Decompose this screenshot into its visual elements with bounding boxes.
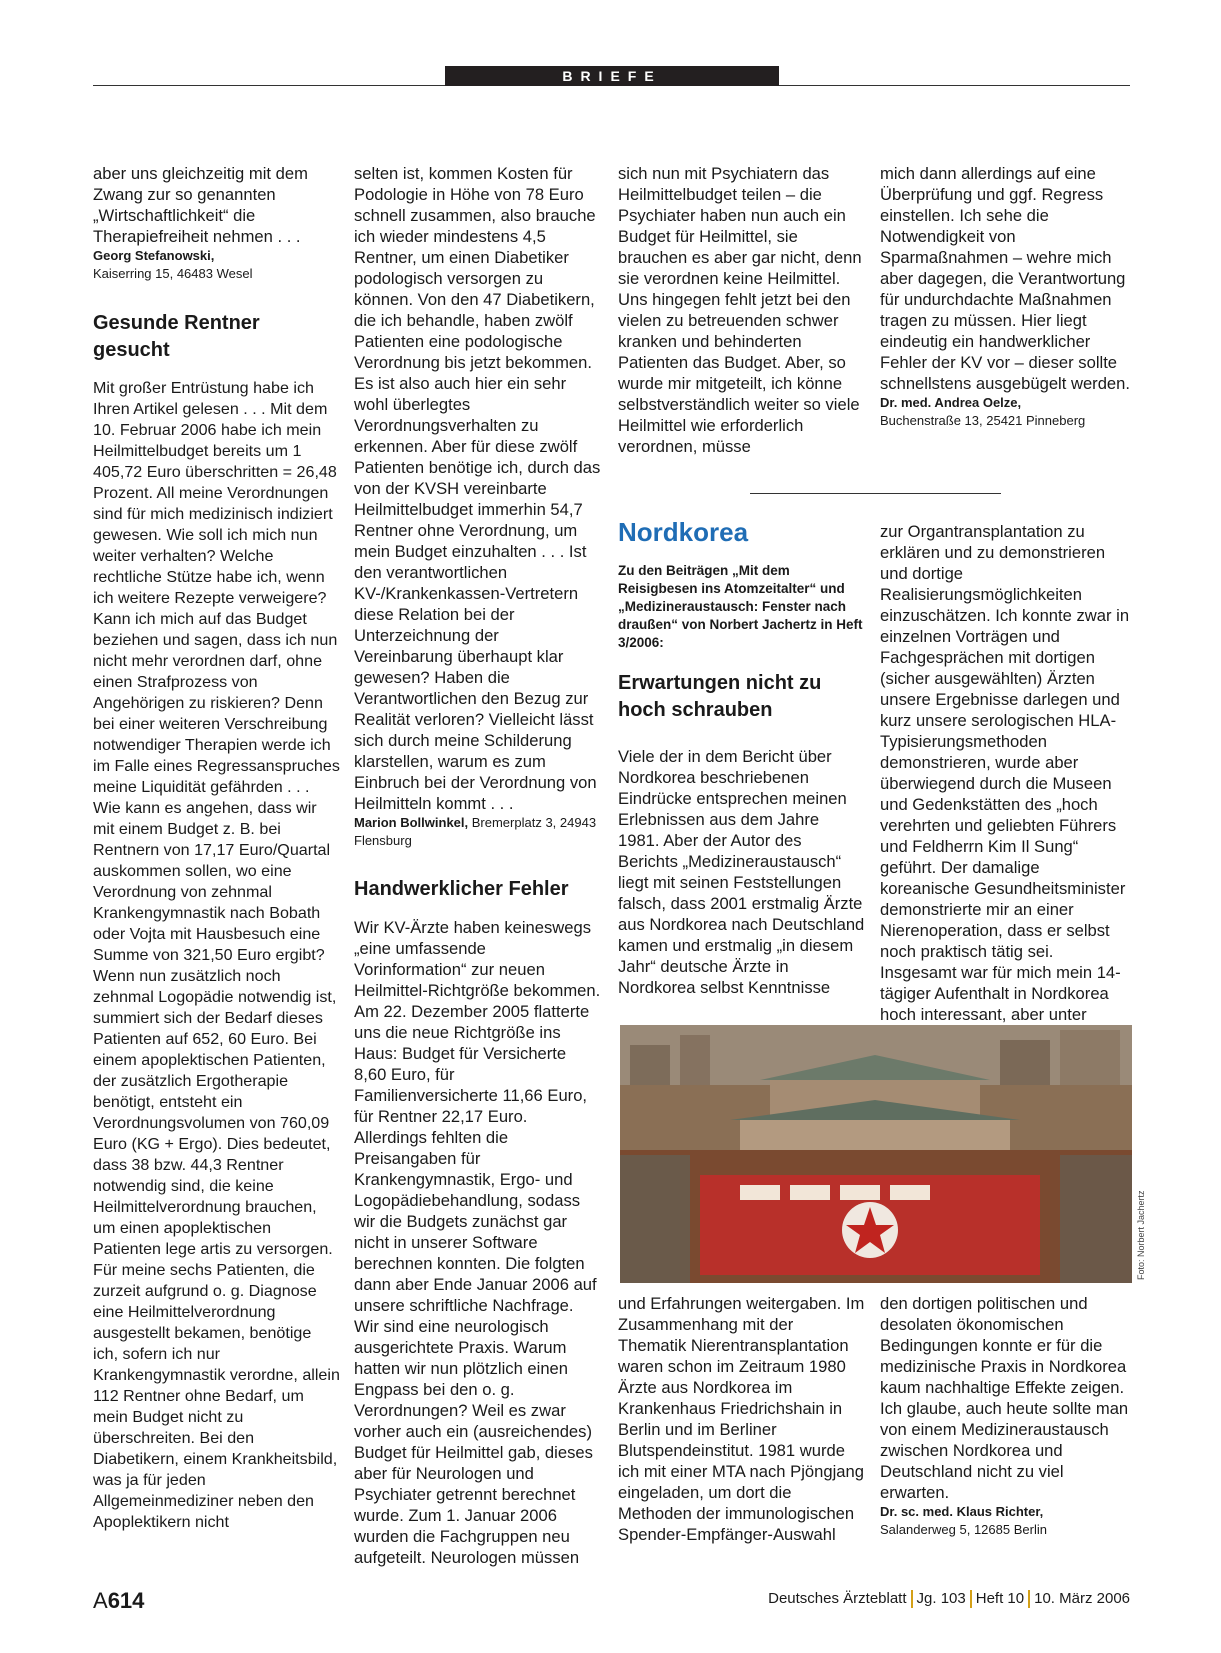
column-2 — [354, 163, 601, 1568]
address: Bremerplatz 3, 24943 Flensburg — [354, 815, 597, 848]
column-1 — [93, 163, 340, 1533]
nordkorea-left — [618, 516, 865, 998]
column-3 — [618, 163, 865, 457]
city-illustration — [620, 1025, 1132, 1283]
address: Salanderweg 5, 12685 Berlin — [880, 1522, 1047, 1537]
letter-body: Mit großer Entrüstung habe ich Ihren Artikel gelesen . . . Mit dem 10. Februar 2006 habe ich mein Heilmittelbudget bereits um 1 405,72 Euro überschritten = 26,48 Prozent. All meine Verordnungen sind für mich medizinisch indiziert gewesen. Wie soll ich mich nun weiter verhalten? Welche rechtliche Stütze habe ich, wenn ich weitere Rezepte verweigere? Kann ich mich auf das Budget beziehen und sagen, dass ich nun nicht mehr verordnen darf, ohne einen Strafprozess von Angehörigen zu riskieren? Denn bei einer weiteren Verschreibung notwendiger Therapien werde ich im Falle eines Regressanspruches meine Liquidität gefährden . . . Wie kann es angehen, dass wir mit einem Budget z. B. bei Rentnern von 17,17 Euro/Quartal auskommen sollen, wo eine Verordnung von zehnmal Krankengymnastik nach Bobath oder Vojta mit Hausbesuch eine Summe von 321,50 Euro ergibt? Wenn nun zusätzlich noch zehnmal Logopädie notwendig ist, summiert sich der Bedarf dieses Patienten auf 652, 60 Euro. Bei einem apoplektischen Patienten, der zusätzlich Ergotherapie benötigt, entsteht ein Verordnungsvolumen von 760,09 Euro (KG + Ergo). Dies bedeutet, dass 38 bzw. 44,3 Rentner notwendig sind, die keine Heilmittelverordnung brauchen, um einen apoplektischen Patienten lege artis zu versorgen. Für meine sechs Patienten, die zurzeit aufgrund o. g. Diagnose eine Heilmittelverordnung ausgestellt bekamen, benötige ich, sofern ich nur Krankengymnastik verordne, allein 112 Rentner ohne Bedarf, um mein Budget nicht zu überschreiten. Bei den Diabetikern, einem Krankheitsbild, was ja für jeden Allgemeinmediziner neben den Apoplektikern nicht — [93, 379, 340, 1531]
section-label: BRIEFE — [445, 66, 779, 86]
nordkorea-bottom-right — [880, 1293, 1130, 1539]
signature: Dr. med. Andrea Oelze, — [880, 395, 1022, 410]
letter-body: Viele der in dem Bericht über Nordkorea beschriebenen Eindrücke entsprechen meinen Erlebnissen aus dem Jahre 1981. Aber der Autor des Berichts „Medizineraustausch“ liegt mit seinen Feststellungen falsch, dass 2001 erstmalig Ärzte aus Nordkorea nach Deutschland kamen und erstmalig „in diesem Jahr“ deutsche Ärzte in Nordkorea selbst Kenntnisse — [618, 747, 865, 997]
column-4 — [880, 163, 1130, 430]
nordkorea-right — [880, 521, 1130, 1025]
section-divider — [750, 493, 1001, 494]
letter-body: zur Organtransplantation zu erklären und zu demonstrieren und dortige Realisierungsmöglichkeiten einzuschätzen. Ich konnte zwar in einzelnen Vorträgen und Fachgesprächen mit dortigen (sicher ausgewählten) Ärzten unsere Ergebnisse darlegen und kurz unsere serologischen HLA-Typisierungsmethoden demonstrieren, wurde aber überwiegend durch die Museen und Gedenkstätten des „hoch verehrten und geliebten Führers und Feldherrn Kim Il Sung“ geführt. Der damalige koreanische Gesundheitsminister demonstrierte mir an einer Nierenoperation, dass er selbst noch praktisch tätig sei. Insgesamt war für mich mein 14-tägiger Aufenthalt in Nordkorea hoch interessant, aber unter — [880, 522, 1130, 1024]
issue: Heft 10 — [975, 1590, 1025, 1607]
footer-divider — [1028, 1590, 1030, 1608]
page-number-value: 614 — [107, 1588, 145, 1613]
section-title: Nordkorea — [618, 517, 749, 547]
letter-heading: Gesunde Rentner gesucht — [93, 312, 260, 361]
footer-divider — [911, 1590, 913, 1608]
letter-body: und Erfahrungen weitergaben. Im Zusammenhang mit der Thematik Nierentransplantation waren schon im Zeitraum 1980 Ärzte aus Nordkorea im Krankenhaus Friedrichshain in Berlin und im Berliner Blutspendeinstitut. 1981 wurde ich mit einer MTA nach Pjöngjang eingeladen, um dort die Methoden der immunologischen Spender-Empfänger-Auswahl — [618, 1294, 865, 1544]
journal-footer — [768, 1590, 1130, 1608]
letter-body: Wir KV-Ärzte haben keineswegs „eine umfassende Vorinformation“ zur neuen Heilmittel-Richtgröße bekommen. Am 22. Dezember 2005 flatterte uns die neue Richtgröße ins Haus: Budget für Versicherte 8,60 Euro, für Familienversicherte 11,66 Euro, für Rentner 22,17 Euro. Allerdings fehlten die Preisangaben für Krankengymnastik, Ergo- und Logopädiebehandlung, sodass wir die Budgets zunächst gar nicht in unserer Software berechnen konnten. Die folgten dann aber Ende Januar 2006 auf unsere schriftliche Nachfrage. Wir sind eine neurologisch ausgerichtete Praxis. Warum hatten wir nun plötzlich einen Engpass bei den o. g. Verordnungen? Weil es zwar vorher auch ein (ausreichendes) Budget für Heilmittel gab, dieses aber für Neurologen und Psychiater getrennt berechnet wurde. Zum 1. Januar 2006 wurden die Fachgruppen neu aufgeteilt. Neurologen müssen — [354, 918, 601, 1567]
letter-body: selten ist, kommen Kosten für Podologie in Höhe von 78 Euro schnell zusammen, also brauche ich wieder mindestens 4,5 Rentner, um einen Diabetiker podologisch versorgen zu können. Von den 47 Diabetikern, die ich behandle, haben zwölf Patienten eine podologische Verordnung bis jetzt bekommen. Es ist also auch hier ein sehr wohl überlegtes Verordnungsverhalten zu erkennen. Aber für diese zwölf Patienten benötige ich, durch das von der KVSH vereinbarte Heilmittelbudget immerhin 54,7 Rentner ohne Verordnung, um mein Budget einzuhalten . . . Ist den verantwortlichen KV-/Krankenkassen-Vertretern diese Relation bei der Unterzeichnung der Vereinbarung überhaupt klar gewesen? Haben die Verantwortlichen den Bezug zur Realität verloren? Vielleicht lässt sich durch meine Schilderung klarstellen, warum es zum Einbruch bei der Verordnung von Heilmitteln kommt . . . — [354, 164, 601, 813]
letter-body: den dortigen politischen und desolaten ökonomischen Bedingungen konnte er für die medizinische Praxis in Nordkorea kaum nachhaltige Effekte zeigen. Ich glaube, auch heute sollte man von einem Medizineraustausch zwischen Nordkorea und Deutschland nicht zu viel erwarten. — [880, 1294, 1129, 1502]
letter-body: mich dann allerdings auf eine Überprüfung und ggf. Regress einstellen. Ich sehe die Notwendigkeit von Sparmaßnahmen – wehre mich aber dagegen, die Verantwortung für undurchdachte Maßnahmen tragen zu müssen. Hier liegt eindeutig ein handwerklicher Fehler der KV vor – dieser sollte schnellstens ausgebügelt werden. — [880, 164, 1130, 393]
page-number — [93, 1588, 144, 1614]
address: Kaiserring 15, 46483 Wesel — [93, 266, 253, 281]
continued-text: aber uns gleichzeitig mit dem Zwang zur so genannten „Wirtschaftlichkeit“ die Therapiefreiheit nehmen . . . — [93, 164, 308, 246]
nordkorea-bottom-left — [618, 1293, 865, 1545]
reference-intro: Zu den Beiträgen „Mit dem Reisigbesen ins Atomzeitalter“ und „Medizineraustausch: Fenster nach draußen“ von Norbert Jachertz in Heft 3/2006: — [618, 563, 863, 650]
letter-heading: Handwerklicher Fehler — [354, 878, 569, 900]
footer-divider — [970, 1590, 972, 1608]
volume: Jg. 103 — [916, 1590, 966, 1607]
letter-body: sich nun mit Psychiatern das Heilmittelbudget teilen – die Psychiater haben nun auch ein Budget für Heilmittel, sie brauchen es aber gar nicht, denn sie verordnen keine Heilmittel. Uns hingegen fehlt jetzt bei den vielen zu betreuenden schwer kranken und behinderten Patienten das Budget. Aber, so wurde mir mitgeteilt, ich könne selbstverständlich weiter so viele Heilmittel wie erforderlich verordnen, müsse — [618, 164, 862, 456]
signature: Marion Bollwinkel, — [354, 815, 469, 830]
signature-line — [354, 814, 601, 850]
signature: Dr. sc. med. Klaus Richter, — [880, 1504, 1044, 1519]
journal-name: Deutsches Ärzteblatt — [768, 1590, 907, 1607]
letter-heading: Erwartungen nicht zu hoch schrauben — [618, 672, 822, 721]
address: Buchenstraße 13, 25421 Pinneberg — [880, 413, 1086, 428]
signature: Georg Stefanowski, — [93, 248, 215, 263]
date: 10. März 2006 — [1034, 1590, 1130, 1607]
page-prefix: A — [93, 1588, 108, 1613]
photo-credit: Foto: Norbert Jachertz — [1136, 1190, 1146, 1280]
pyongyang-photo — [620, 1025, 1132, 1283]
